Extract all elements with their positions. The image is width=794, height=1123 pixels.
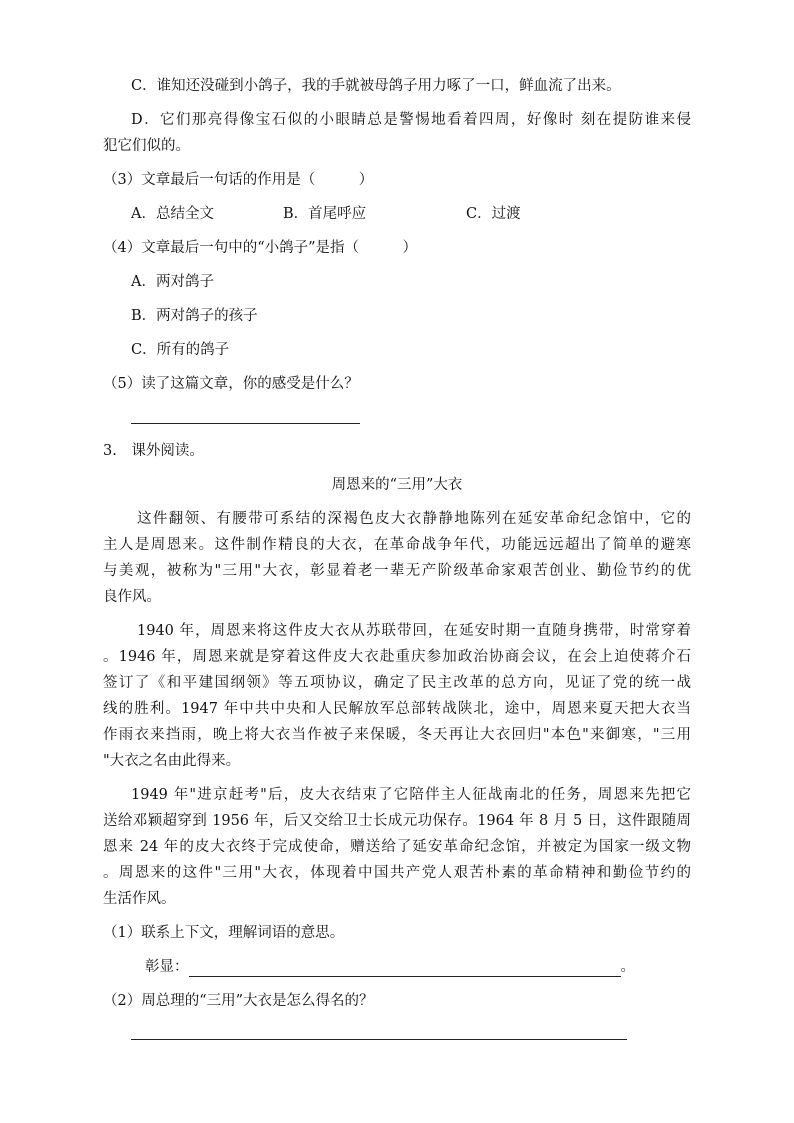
q3-option-b: B．首尾呼应 [283,206,367,222]
para3-line4: 。周恩来的这件"三用"大衣，体现着中国共产党人艰苦朴素的革命精神和勤俭节约的 [103,865,691,881]
q3-stem: （3）文章最后一句话的作用是（ ） [103,172,374,188]
q4-option-b: B．两对鸽子的孩子 [131,308,258,324]
sub1-end-mark: 。 [620,959,635,975]
sub1-answer-line[interactable] [189,962,621,977]
para1-line3: 与美观，被称为"三用"大衣，彰显着老一辈无产阶级革命家艰苦创业、勤俭节约的优 [103,563,691,579]
para2-line6: "大衣之名由此得来。 [103,753,241,769]
para3-line2: 送给邓颖超穿到 1956 年，后又交给卫士长成元功保存。1964 年 8 月 5 日，这件跟随周 [103,813,691,829]
q4-option-a: A．两对鸽子 [131,274,214,290]
q5-stem: （5）读了这篇文章，你的感受是什么？ [103,376,359,392]
para2-line4: 线的胜利。1947 年中共中央和人民解放军总部转战陕北，途中，周恩来夏天把大衣当 [103,701,691,717]
para1-line1: 这件翻领、有腰带可系结的深褐色皮大衣静静地陈列在延安革命纪念馆中，它的 [137,511,691,527]
q5-answer-line[interactable] [131,423,360,424]
para1-line2: 主人是周恩来。这件制作精良的大衣，在革命战争年代，功能远远超出了简单的避寒 [103,537,691,553]
para2-line2: 。1946 年，周恩来就是穿着这件皮大衣赴重庆参加政治协商会议，在会上迫使蒋介石 [103,649,691,665]
passage-title: 周恩来的“三用”大衣 [331,477,463,493]
sub2-answer-line[interactable] [131,1039,627,1040]
section3-heading: 3. 课外阅读。 [103,443,204,459]
option-c-text: C．谁知还没碰到小鸽子，我的手就被母鸽子用力啄了一口，鲜血流了出来。 [131,78,621,94]
para3-line5: 生活作风。 [103,891,176,907]
q4-option-c: C．所有的鸽子 [131,342,230,358]
para1-line4: 良作风。 [103,589,161,605]
para3-line3: 恩来 24 年的皮大衣终于完成使命，赠送给了延安革命纪念馆，并被定为国家一级文物 [103,839,691,855]
para3-line1: 1949 年"进京赶考"后，皮大衣结束了它陪伴主人征战南北的任务，周恩来先把它 [131,787,691,803]
sub2-stem: （2）周总理的“三用”大衣是怎么得名的？ [103,993,374,1009]
sub1-answer-row [145,957,635,977]
option-d-line2: 犯它们似的。 [103,138,190,154]
sub1-stem: （1）联系上下文，理解词语的意思。 [103,925,345,941]
option-d-line1: D．它们那亮得像宝石似的小眼睛总是警惕地看着四周，好像时 刻在提防谁来侵 [131,112,691,128]
para2-line5: 作雨衣来挡雨，晚上将大衣当作被子来保暖，冬天再让大衣回归"本色"来御寒，"三用 [103,727,691,743]
q3-option-c: C．过渡 [466,206,521,222]
q4-stem: （4）文章最后一句中的“小鸽子”是指（ ） [103,240,418,256]
sub1-word: 彰显： [145,959,189,975]
para2-line1: 1940 年，周恩来将这件皮大衣从苏联带回，在延安时期一直随身携带，时常穿着 [137,623,691,639]
para2-line3: 签订了《和平建国纲领》等五项协议，确定了民主改革的总方向，见证了党的统一战 [103,675,691,691]
q3-option-a: A．总结全文 [131,206,214,222]
